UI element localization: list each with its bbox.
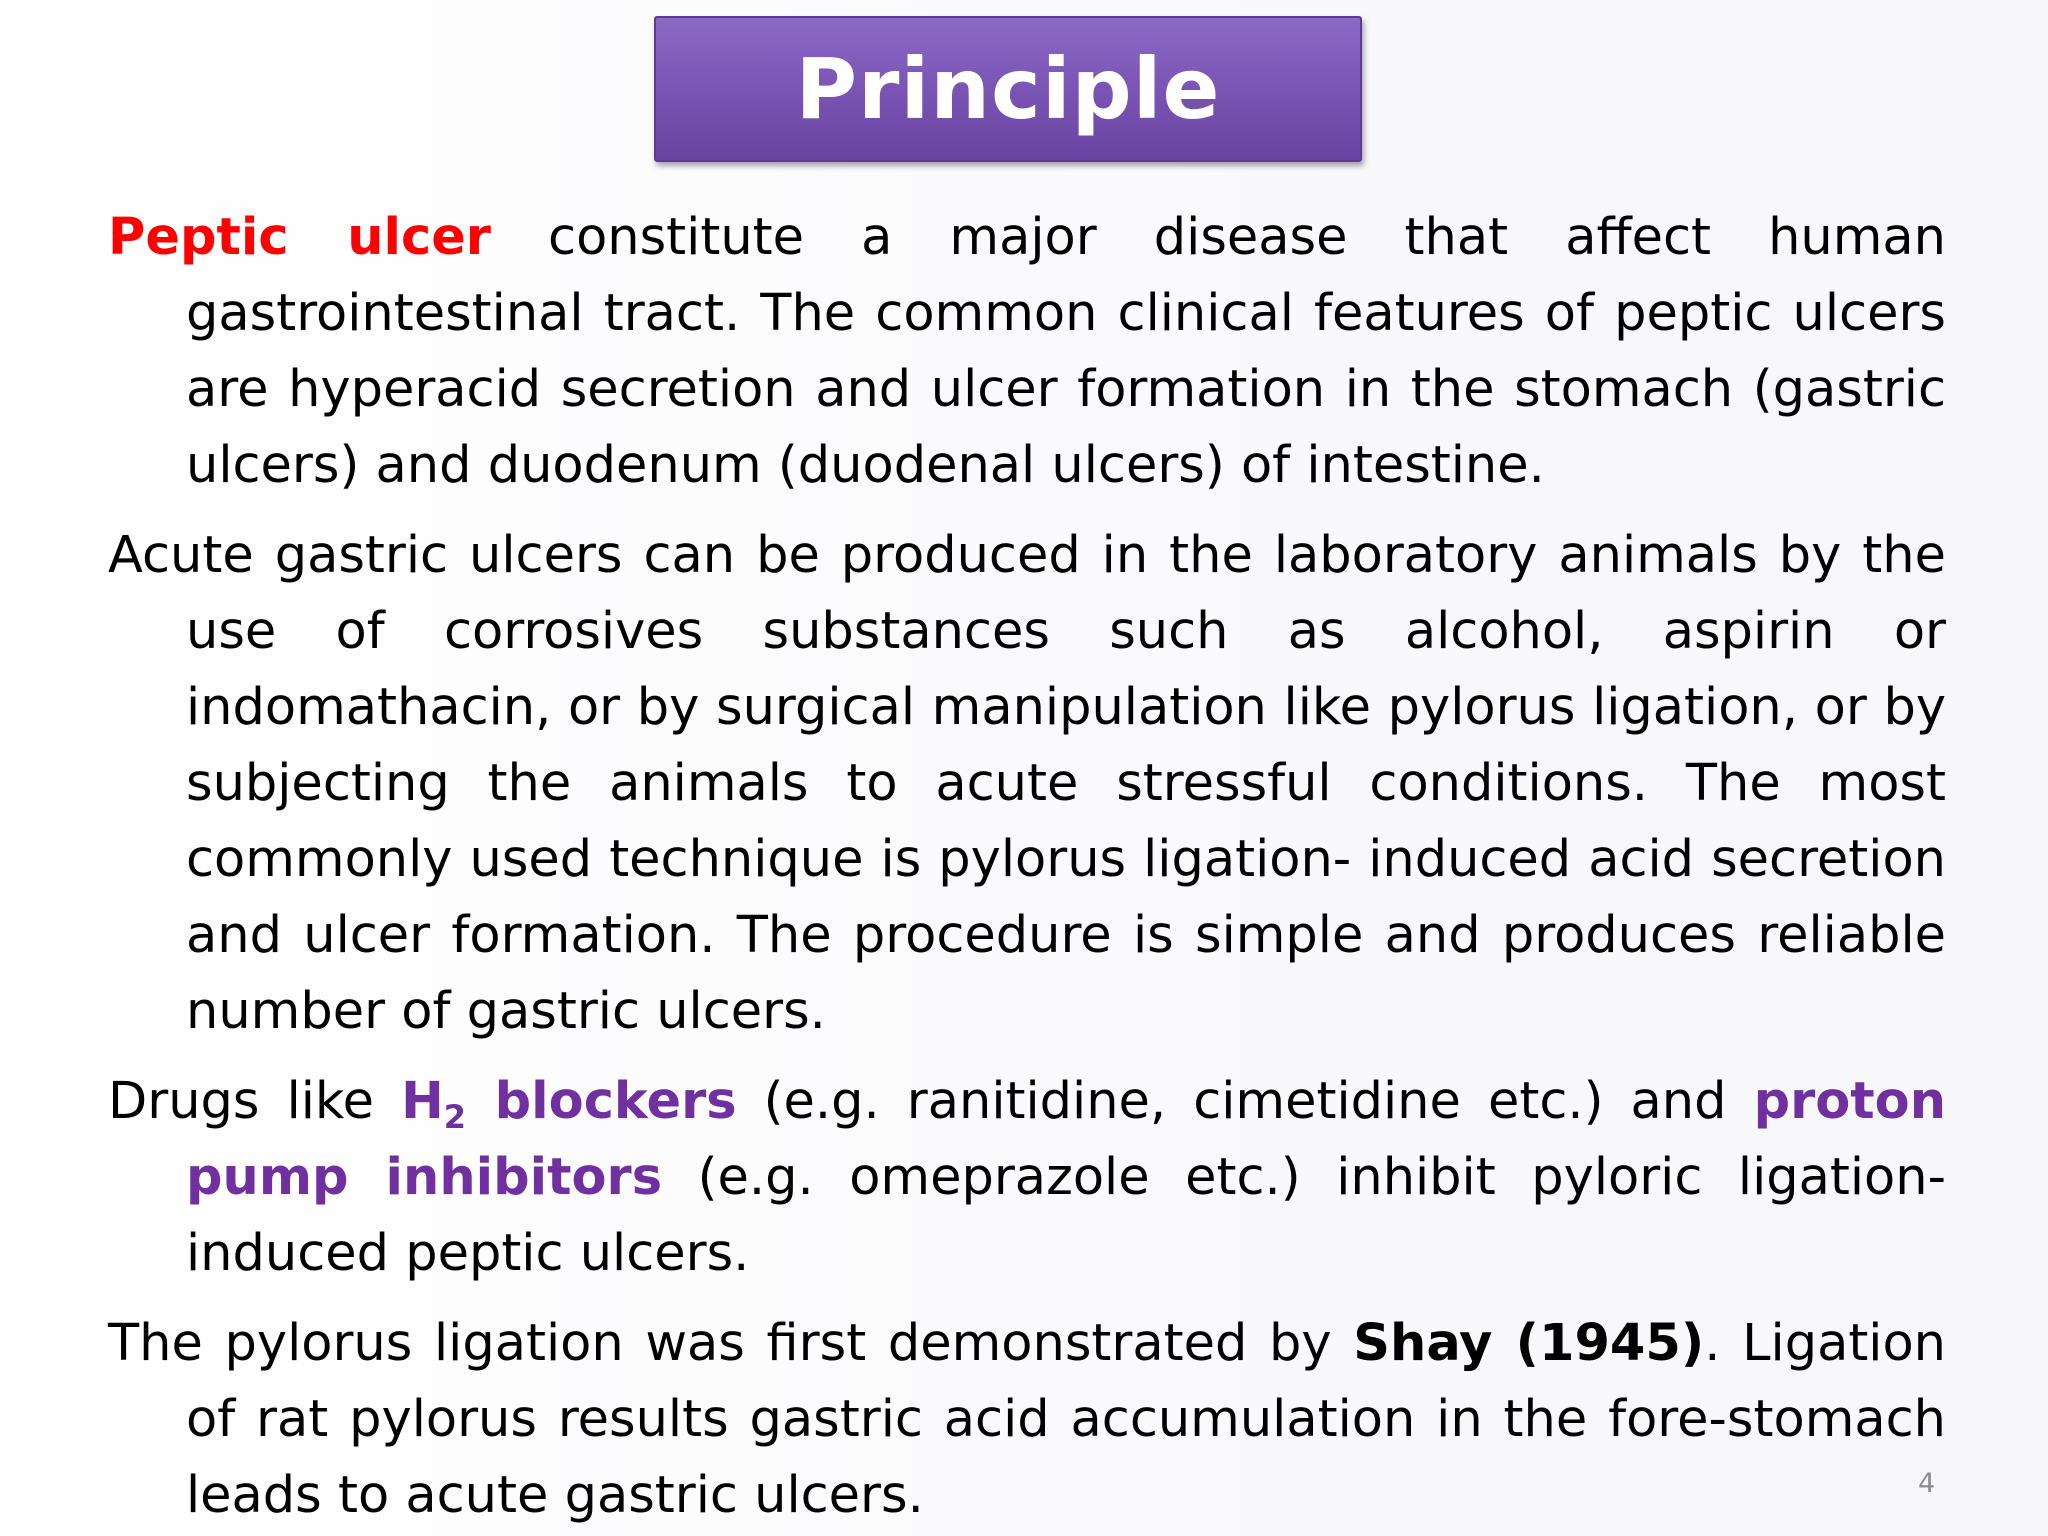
peptic-ulcer-term: Peptic ulcer <box>108 208 491 267</box>
h2-letter: H <box>401 1072 444 1131</box>
h2-subscript: 2 <box>443 1098 467 1136</box>
paragraph-2-text: Acute gastric ulcers can be produced in the laboratory animals by the use of corrosives substances such as alcohol, aspirin or indomathacin, or by surgical manipulation like pylorus ligation, or by subjecting the animals to acute stressful conditions. The most commonly used technique is pylorus ligation- induced acid secretion and ulcer formation. The procedure is simple and produces reliable number of gastric ulcers. <box>108 526 1946 1041</box>
shay-citation: Shay (1945) <box>1353 1314 1705 1373</box>
slide-number: 4 <box>1918 1468 1936 1499</box>
paragraph-pylorus-ligation <box>108 1306 1946 1534</box>
title-box <box>654 16 1362 162</box>
ppi-term: proton pump inhibitors <box>186 1072 1946 1207</box>
pylorus-lead: The pylorus ligation was first demonstrated by <box>108 1314 1332 1373</box>
drugs-tail: (e.g. omeprazole etc.) inhibit pyloric ligation-induced peptic ulcers. <box>186 1148 1946 1283</box>
paragraph-acute-gastric-ulcers <box>108 518 1946 1050</box>
slide-content <box>108 200 1946 1534</box>
drugs-lead: Drugs like <box>108 1072 375 1131</box>
paragraph-peptic-ulcer <box>108 200 1946 504</box>
paragraph-1-text: constitute a major disease that affect human gastrointestinal tract. The common clinical features of peptic ulcers are hyperacid secretion and ulcer formation in the stomach (gastric ulcers) and duodenum (duodenal ulcers) of intestine. <box>186 208 1946 495</box>
drugs-middle: (e.g. ranitidine, cimetidine etc.) and <box>763 1072 1727 1131</box>
h2-blockers-term <box>401 1072 737 1136</box>
slide-title: Principle <box>795 40 1221 138</box>
pylorus-tail: . Ligation of rat pylorus results gastric acid accumulation in the fore-stomach leads to acute gastric ulcers. <box>186 1314 1947 1525</box>
paragraph-drugs <box>108 1064 1946 1292</box>
h2-blockers-word: blockers <box>494 1072 737 1131</box>
